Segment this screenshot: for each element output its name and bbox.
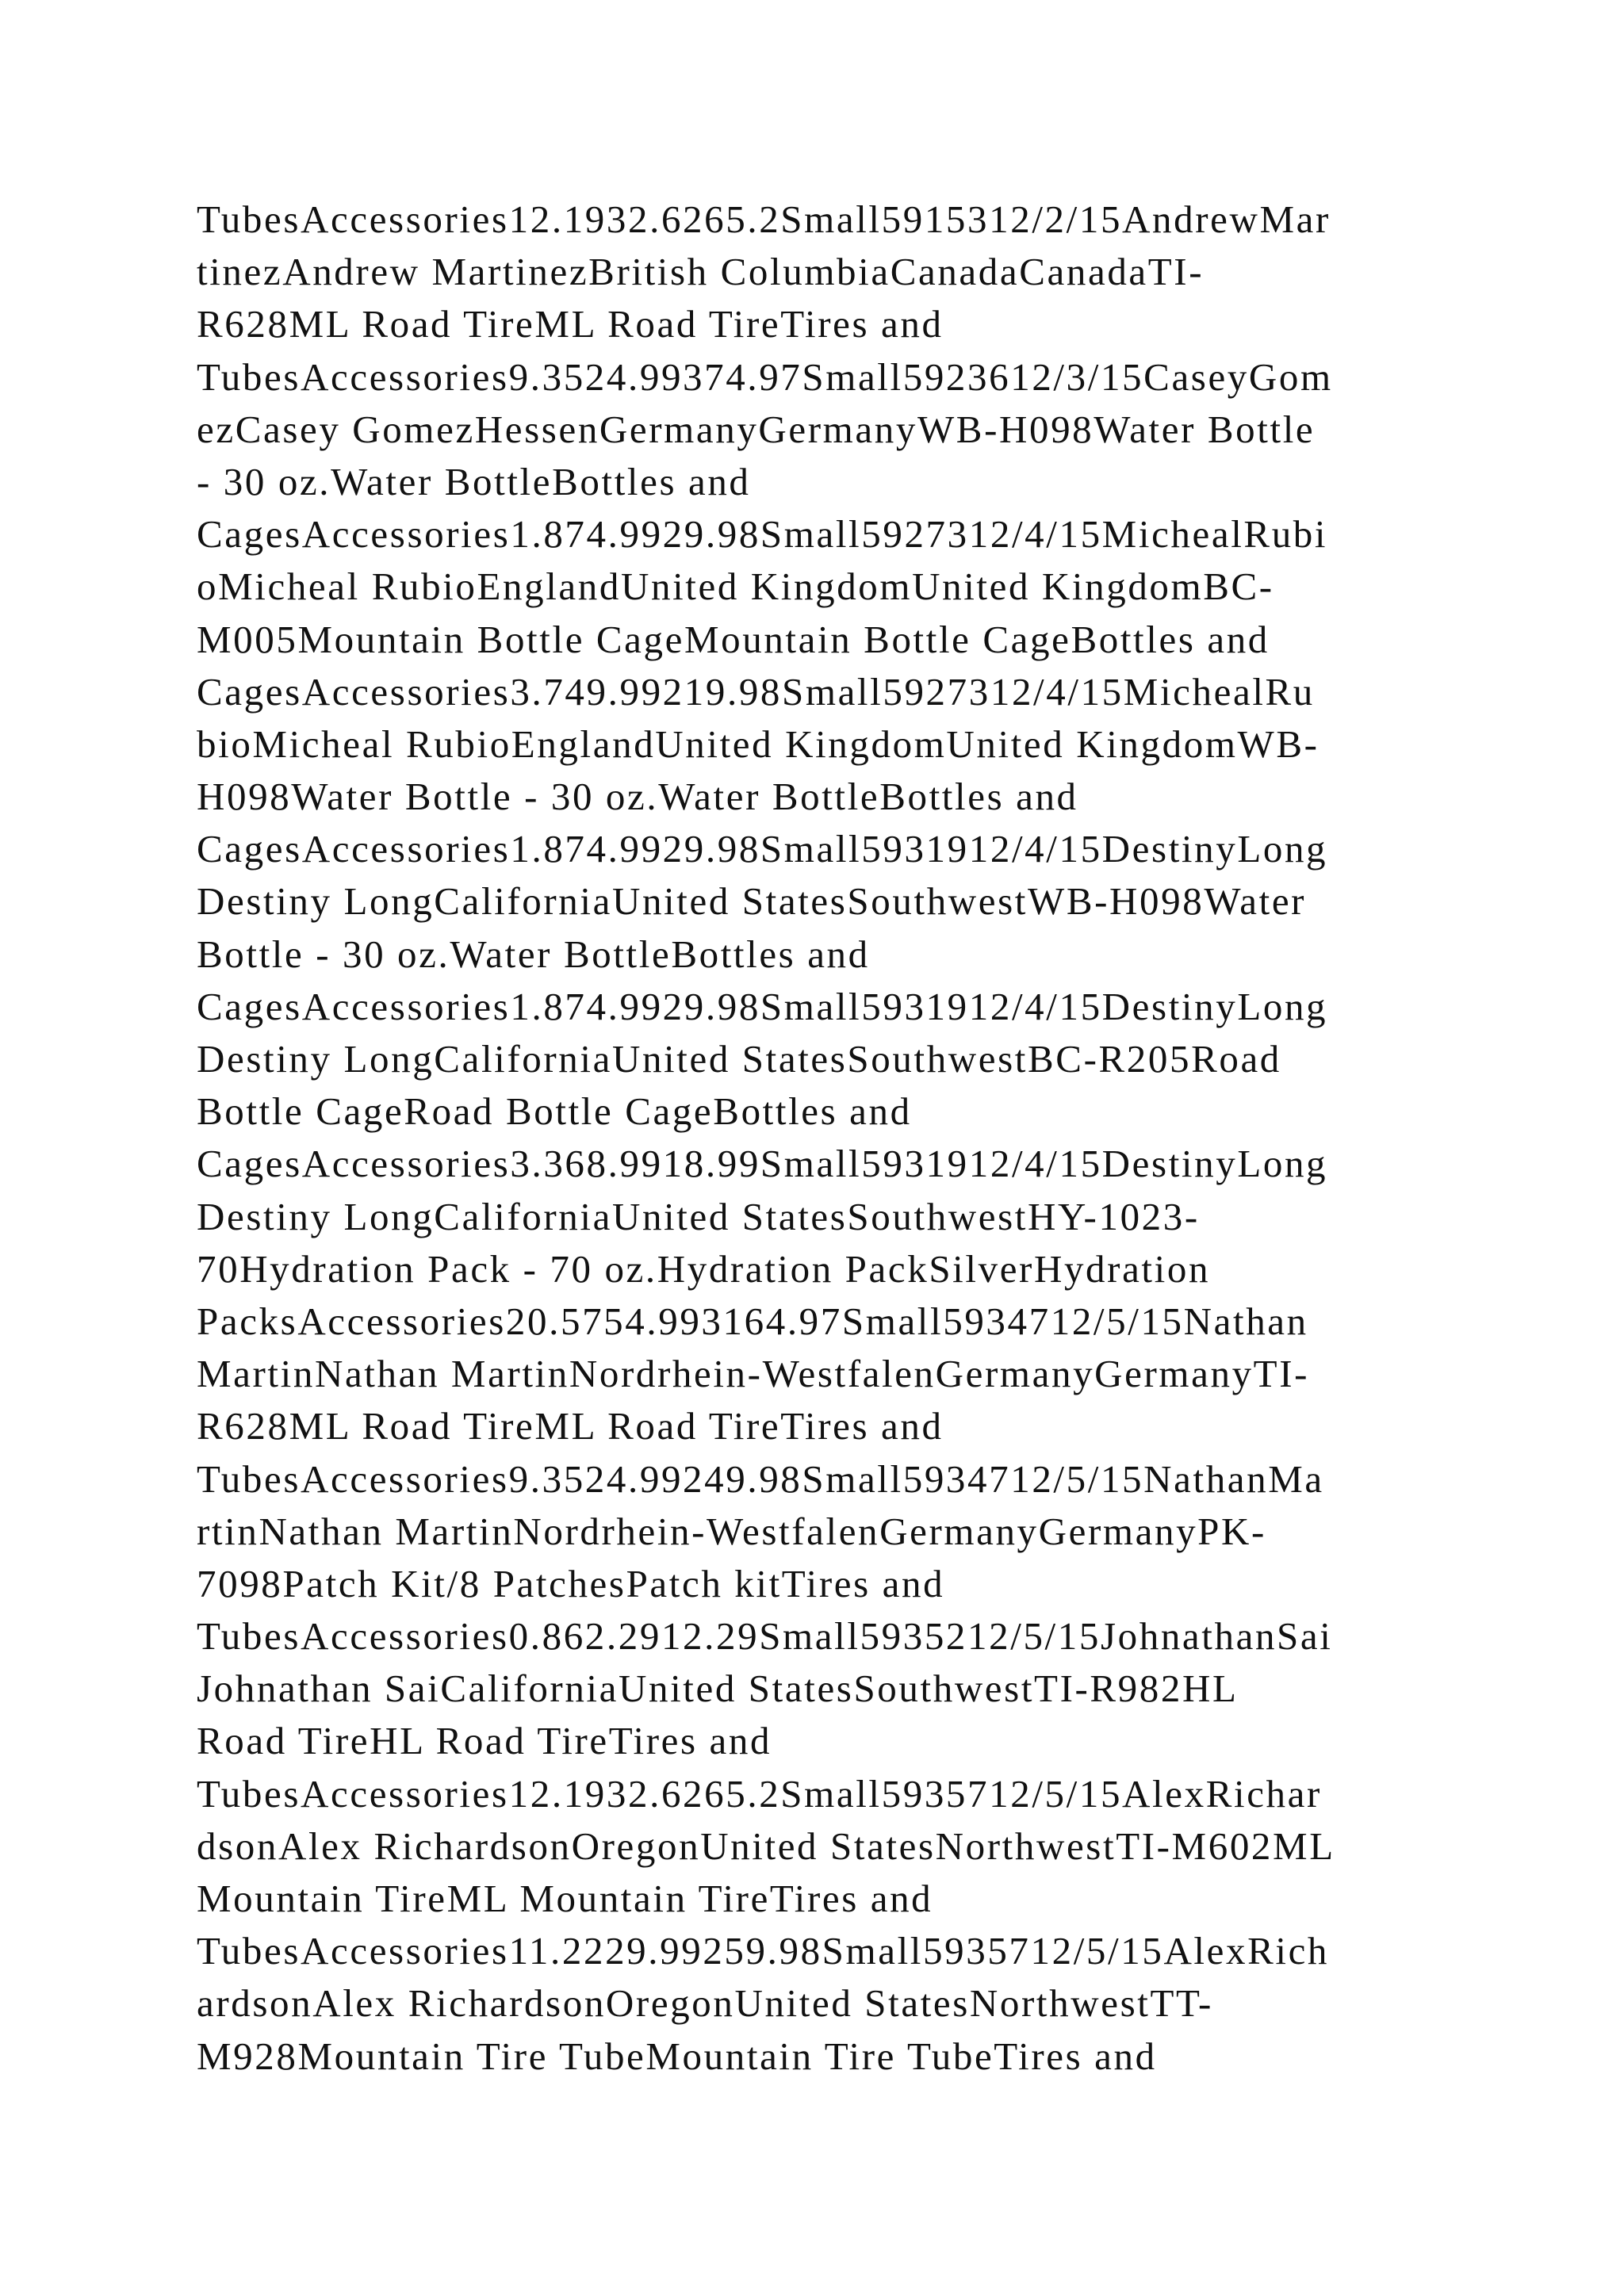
text-line: 70Hydration Pack - 70 oz.Hydration PackSilverHydration bbox=[197, 1246, 1211, 1291]
text-line: bioMicheal RubioEnglandUnited KingdomUnited KingdomWB- bbox=[197, 721, 1320, 766]
text-line: Bottle - 30 oz.Water BottleBottles and bbox=[197, 932, 870, 976]
text-line: TubesAccessories9.3524.99249.98Small5934712/5/15NathanMa bbox=[197, 1456, 1324, 1501]
text-line: CagesAccessories1.874.9929.98Small5931912/4/15DestinyLong bbox=[197, 827, 1328, 871]
text-line: Bottle CageRoad Bottle CageBottles and bbox=[197, 1089, 912, 1134]
text-line: M005Mountain Bottle CageMountain Bottle CageBottles and bbox=[197, 617, 1270, 661]
text-line: ardsonAlex RichardsonOregonUnited StatesNorthwestTT- bbox=[197, 1981, 1213, 2026]
document-body bbox=[197, 193, 1465, 2083]
text-line: TubesAccessories0.862.2912.29Small5935212/5/15JohnathanSai bbox=[197, 1614, 1333, 1659]
text-line: R628ML Road TireML Road TireTires and bbox=[197, 302, 944, 346]
text-line: Destiny LongCaliforniaUnited StatesSouthwestBC-R205Road bbox=[197, 1037, 1281, 1081]
text-line: CagesAccessories1.874.9929.98Small5931912/4/15DestinyLong bbox=[197, 984, 1328, 1028]
text-line: Mountain TireML Mountain TireTires and bbox=[197, 1877, 933, 1920]
text-line: - 30 oz.Water BottleBottles and bbox=[197, 459, 751, 503]
text-line: rtinNathan MartinNordrhein-WestfalenGermanyGermanyPK- bbox=[197, 1509, 1266, 1553]
text-line: MartinNathan MartinNordrhein-WestfalenGermanyGermanyTI- bbox=[197, 1352, 1310, 1396]
text-line: CagesAccessories3.749.99219.98Small5927312/4/15MichealRu bbox=[197, 669, 1315, 714]
text-line: dsonAlex RichardsonOregonUnited StatesNorthwestTI-M602ML bbox=[197, 1823, 1335, 1868]
text-line: Destiny LongCaliforniaUnited StatesSouthwestWB-H098Water bbox=[197, 879, 1307, 924]
text-line: ezCasey GomezHessenGermanyGermanyWB-H098Water Bottle bbox=[197, 407, 1316, 451]
text-line: oMicheal RubioEnglandUnited KingdomUnited KingdomBC- bbox=[197, 564, 1274, 609]
text-line: M928Mountain Tire TubeMountain Tire TubeTires and bbox=[197, 2034, 1157, 2078]
text-line: TubesAccessories12.1932.6265.2Small5935712/5/15AlexRichar bbox=[197, 1771, 1322, 1816]
text-line: TubesAccessories9.3524.99374.97Small5923612/3/15CaseyGom bbox=[197, 354, 1333, 399]
text-line: Johnathan SaiCaliforniaUnited StatesSouthwestTI-R982HL bbox=[197, 1667, 1239, 1711]
text-line: Destiny LongCaliforniaUnited StatesSouthwestHY-1023- bbox=[197, 1194, 1200, 1238]
text-line: TubesAccessories12.1932.6265.2Small5915312/2/15AndrewMar bbox=[197, 197, 1331, 241]
text-line: TubesAccessories11.2229.99259.98Small5935712/5/15AlexRich bbox=[197, 1929, 1330, 1973]
text-line: tinezAndrew MartinezBritish ColumbiaCanadaCanadaTI- bbox=[197, 250, 1205, 294]
text-line: Road TireHL Road TireTires and bbox=[197, 1719, 772, 1763]
text-line: PacksAccessories20.5754.993164.97Small5934712/5/15Nathan bbox=[197, 1299, 1308, 1343]
text-line: CagesAccessories3.368.9918.99Small5931912/4/15DestinyLong bbox=[197, 1142, 1328, 1186]
text-line: 7098Patch Kit/8 PatchesPatch kitTires and bbox=[197, 1561, 945, 1605]
text-line: CagesAccessories1.874.9929.98Small5927312/4/15MichealRubi bbox=[197, 512, 1328, 557]
text-line: R628ML Road TireML Road TireTires and bbox=[197, 1404, 944, 1448]
text-line: H098Water Bottle - 30 oz.Water BottleBottles and bbox=[197, 775, 1078, 819]
